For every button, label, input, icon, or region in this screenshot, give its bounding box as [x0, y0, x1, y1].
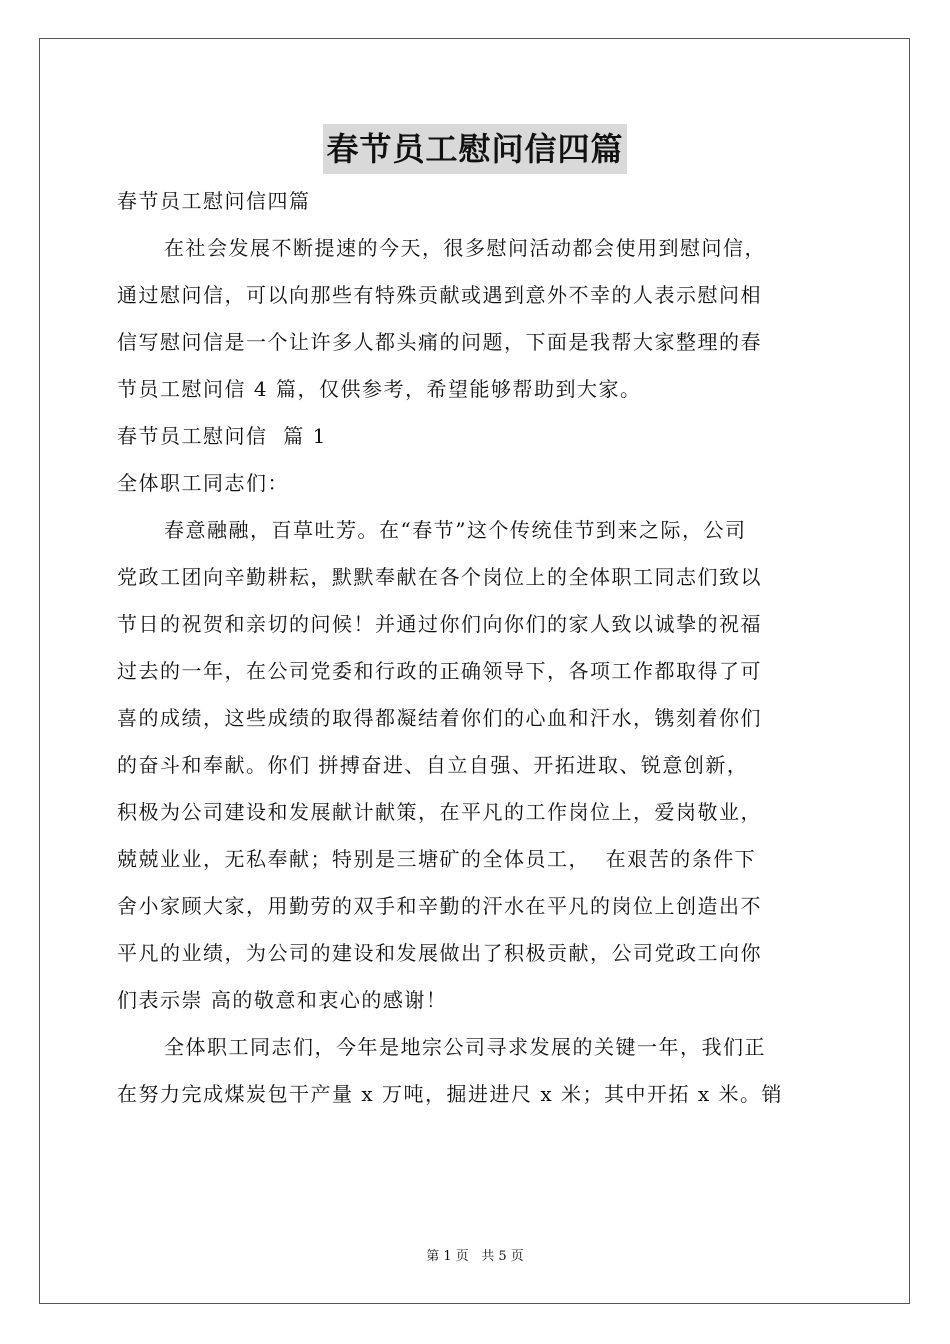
- text-line: 们表示崇 高的敬意和衷心的感谢！: [117, 988, 448, 1012]
- document-body: [117, 178, 833, 1118]
- text-line: 全体职工同志们：: [117, 471, 289, 495]
- text-line: 通过慰问信，可以向那些有特殊贡献或遇到意外不幸的人表示慰问相: [117, 283, 762, 307]
- text-line: 节日的祝贺和亲切的问候！并通过你们向你们的家人致以诚挚的祝福: [117, 612, 762, 636]
- text-line: 党政工团向辛勤耕耘，默默奉献在各个岗位上的全体职工同志们致以: [117, 565, 762, 589]
- text-line: 平凡的业绩，为公司的建设和发展做出了积极贡献，公司党政工向你: [117, 941, 762, 965]
- text-line: 积极为公司建设和发展献计献策，在平凡的工作岗位上，爱岗敬业，: [117, 800, 762, 824]
- text-line: 春节员工慰问信 篇 1: [117, 424, 327, 448]
- text-line: 节员工慰问信 4 篇，仅供参考，希望能够帮助到大家。: [117, 377, 642, 401]
- page-footer: 第 1 页 共 5 页: [426, 1249, 524, 1264]
- text-line: 过去的一年，在公司党委和行政的正确领导下，各项工作都取得了可: [117, 659, 762, 683]
- text-line: 在社会发展不断提速的今天，很多慰问活动都会使用到慰问信，: [164, 236, 766, 260]
- text-line: 信写慰问信是一个让许多人都头痛的问题，下面是我帮大家整理的春: [117, 330, 762, 354]
- text-line: 兢兢业业，无私奉献；特别是三塘矿的全体员工， 在艰苦的条件下: [117, 847, 757, 871]
- text-line: 全体职工同志们，今年是地宗公司寻求发展的关键一年，我们正: [164, 1035, 766, 1059]
- text-line: 春节员工慰问信四篇: [117, 189, 311, 213]
- document-title: 春节员工慰问信四篇: [323, 124, 626, 174]
- title-container: [0, 124, 950, 174]
- text-line: 喜的成绩，这些成绩的取得都凝结着你们的心血和汗水，镌刻着你们: [117, 706, 762, 730]
- text-line: 在努力完成煤炭包干产量 x 万吨，掘进进尺 x 米；其中开拓 x 米。销: [117, 1082, 783, 1106]
- text-line: 的奋斗和奉献。你们 拼搏奋进、自立自强、开拓进取、锐意创新，: [117, 753, 749, 777]
- text-line: 春意融融，百草吐芳。在“春节”这个传统佳节到来之际，公司: [164, 518, 747, 542]
- text-line: 舍小家顾大家，用勤劳的双手和辛勤的汗水在平凡的岗位上创造出不: [117, 894, 762, 918]
